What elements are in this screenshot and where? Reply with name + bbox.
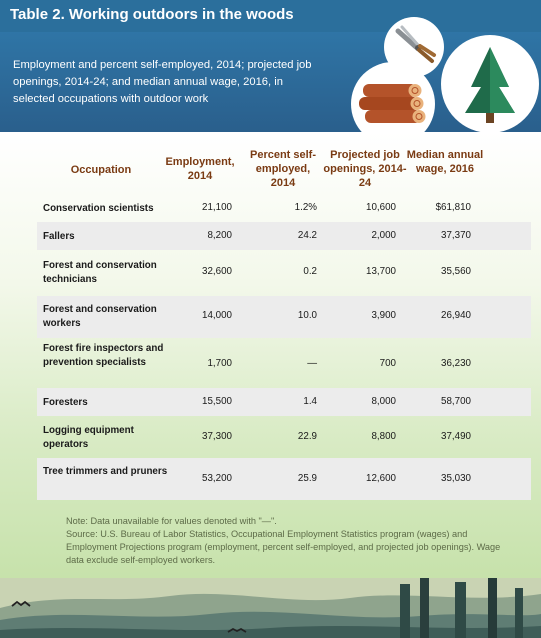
occupation-cell: Tree trimmers and pruners [43, 466, 168, 477]
tree-badge [441, 35, 539, 133]
employment-cell: 15,500 [202, 396, 232, 407]
employment-cell: 14,000 [202, 310, 232, 321]
percent-cell: 0.2 [303, 266, 317, 277]
title-bar [0, 0, 541, 32]
occupation-cell: Forest and conservation technicians [43, 260, 157, 285]
col-percent-self-employed: Percent self-employed, 2014 [249, 149, 317, 189]
wage-cell: 26,940 [441, 310, 471, 321]
employment-cell: 1,700 [207, 358, 232, 369]
percent-cell: 1.4 [303, 396, 317, 407]
table-row [37, 250, 531, 296]
page-subtitle: Employment and percent self-employed, 2014; projected job openings, 2014-24; and median annual wage, 2016, in selected occupations with outdoor work [13, 59, 312, 105]
col-employment: Employment, 2014 [165, 156, 235, 182]
wage-cell: 35,030 [441, 473, 471, 484]
table-notes [66, 515, 516, 567]
occupation-cell: Logging equipment operators [43, 425, 134, 450]
table-row [37, 388, 531, 416]
wage-cell: 58,700 [441, 396, 471, 407]
table-header [0, 147, 541, 197]
note-text: Note: Data unavailable for values denoted with "—". [66, 516, 277, 526]
openings-cell: 12,600 [366, 473, 396, 484]
openings-cell: 10,600 [366, 202, 396, 213]
table-row [37, 296, 531, 338]
wage-cell: 35,560 [441, 266, 471, 277]
table-row [37, 196, 531, 222]
table-row [37, 222, 531, 250]
employment-cell: 32,600 [202, 266, 232, 277]
table-row [37, 458, 531, 500]
openings-cell: 700 [379, 358, 396, 369]
wage-cell: 36,230 [441, 358, 471, 369]
openings-cell: 3,900 [371, 310, 396, 321]
openings-cell: 2,000 [371, 230, 396, 241]
forest-landscape [0, 578, 541, 638]
occupation-cell: Forest and conservation workers [43, 304, 157, 329]
employment-cell: 21,100 [202, 202, 232, 213]
pine-tree-icon [441, 35, 539, 133]
openings-cell: 13,700 [366, 266, 396, 277]
wage-cell: 37,490 [441, 431, 471, 442]
occupation-cell: Fallers [43, 231, 75, 242]
openings-cell: 8,800 [371, 431, 396, 442]
table-row [37, 416, 531, 458]
percent-cell: 25.9 [297, 473, 317, 484]
employment-cell: 8,200 [207, 230, 232, 241]
source-text: Source: U.S. Bureau of Labor Statistics, Occupational Employment Statistics program (wages) and Employment Projections program (employment, percent self-employed, and projected job openings). Wage data exclude self-employed workers. [66, 529, 501, 565]
percent-cell: 10.0 [297, 310, 317, 321]
wage-cell: $61,810 [435, 202, 471, 213]
col-occupation: Occupation [70, 164, 132, 176]
table-row [37, 338, 531, 388]
occupation-cell: Foresters [43, 397, 88, 408]
page-title: Table 2. Working outdoors in the woods [10, 6, 294, 23]
employment-cell: 53,200 [202, 473, 232, 484]
col-median-wage: Median annual wage, 2016 [406, 149, 484, 175]
occupation-cell: Conservation scientists [43, 203, 154, 214]
percent-cell: 1.2% [294, 202, 317, 213]
col-projected-openings: Projected job openings, 2014-24 [323, 149, 407, 189]
wage-cell: 37,370 [441, 230, 471, 241]
openings-cell: 8,000 [371, 396, 396, 407]
percent-cell: 24.2 [297, 230, 317, 241]
percent-cell: — [307, 358, 317, 369]
occupation-cell: Forest fire inspectors and prevention specialists [43, 343, 164, 368]
percent-cell: 22.9 [297, 431, 317, 442]
employment-cell: 37,300 [202, 431, 232, 442]
